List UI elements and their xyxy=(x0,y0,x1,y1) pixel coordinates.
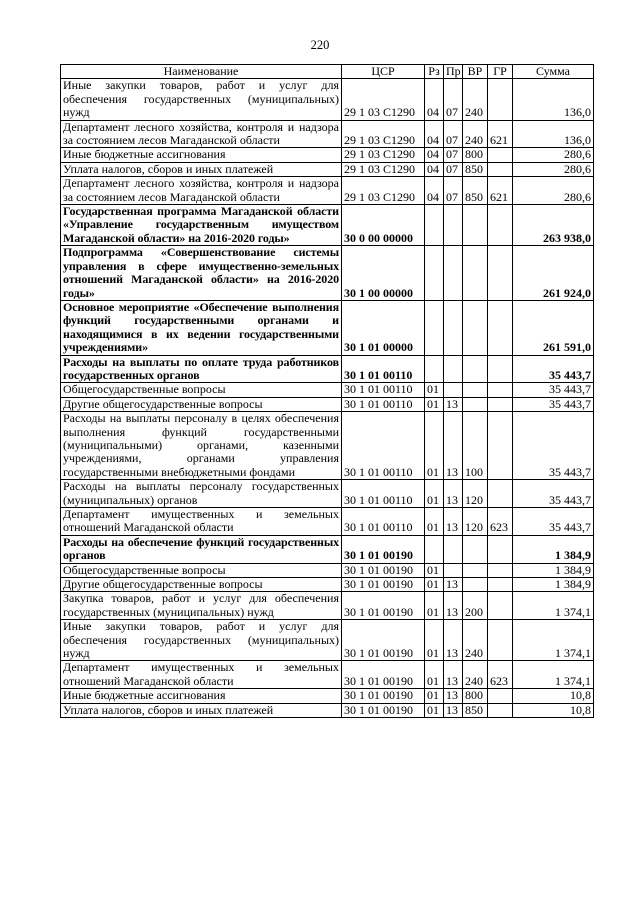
cell-vr: 800 xyxy=(463,689,488,703)
cell-name: Расходы на обеспечение функций государственных органов xyxy=(61,535,342,563)
cell-name: Расходы на выплаты персоналу государственных (муниципальных) органов xyxy=(61,480,342,508)
cell-sum: 261 924,0 xyxy=(513,246,594,301)
cell-csr: 30 1 01 00000 xyxy=(342,300,425,355)
cell-gr: 621 xyxy=(488,177,513,205)
cell-rz: 04 xyxy=(425,177,444,205)
cell-name: Государственная программа Магаданской области «Управление государственным имуществом Магаданской области» на 2016-2020 годы» xyxy=(61,205,342,246)
cell-csr: 30 1 01 00190 xyxy=(342,578,425,592)
cell-rz: 01 xyxy=(425,703,444,717)
cell-pr xyxy=(444,300,463,355)
cell-gr xyxy=(488,480,513,508)
cell-rz: 01 xyxy=(425,661,444,689)
cell-rz xyxy=(425,246,444,301)
cell-pr: 13 xyxy=(444,480,463,508)
cell-rz: 01 xyxy=(425,397,444,411)
cell-vr: 240 xyxy=(463,661,488,689)
cell-pr: 13 xyxy=(444,661,463,689)
cell-name: Департамент имущественных и земельных отношений Магаданской области xyxy=(61,661,342,689)
cell-name: Уплата налогов, сборов и иных платежей xyxy=(61,703,342,717)
cell-sum: 280,6 xyxy=(513,148,594,162)
cell-csr: 30 1 01 00190 xyxy=(342,592,425,620)
cell-gr xyxy=(488,578,513,592)
cell-csr: 30 1 01 00110 xyxy=(342,355,425,383)
cell-rz: 01 xyxy=(425,412,444,480)
table-row xyxy=(61,703,594,717)
cell-pr xyxy=(444,563,463,577)
cell-csr: 29 1 03 С1290 xyxy=(342,177,425,205)
header-gr: ГР xyxy=(488,65,513,79)
cell-gr xyxy=(488,397,513,411)
cell-vr: 120 xyxy=(463,480,488,508)
cell-gr xyxy=(488,563,513,577)
cell-pr xyxy=(444,383,463,397)
cell-pr: 13 xyxy=(444,508,463,536)
cell-pr: 07 xyxy=(444,177,463,205)
table-row xyxy=(61,355,594,383)
cell-csr: 30 1 01 00110 xyxy=(342,383,425,397)
cell-name: Иные бюджетные ассигнования xyxy=(61,148,342,162)
cell-gr xyxy=(488,689,513,703)
page-number: 220 xyxy=(310,38,330,52)
cell-pr: 07 xyxy=(444,120,463,148)
cell-gr xyxy=(488,620,513,661)
cell-gr xyxy=(488,79,513,120)
cell-csr: 29 1 03 С1290 xyxy=(342,162,425,176)
table-row xyxy=(61,246,594,301)
table-body xyxy=(61,79,594,718)
cell-csr: 30 1 01 00110 xyxy=(342,397,425,411)
cell-name: Расходы на выплаты персоналу в целях обеспечения выполнения функций государственными (муниципальными) органами, казенными учреждениями, органами управления государственными внебюджетными фондами xyxy=(61,412,342,480)
cell-rz: 01 xyxy=(425,578,444,592)
header-name: Наименование xyxy=(61,65,342,79)
table-row xyxy=(61,79,594,120)
cell-csr: 30 1 01 00190 xyxy=(342,689,425,703)
table-row xyxy=(61,563,594,577)
table-row xyxy=(61,661,594,689)
table-row xyxy=(61,397,594,411)
cell-pr: 13 xyxy=(444,578,463,592)
cell-csr: 30 0 00 00000 xyxy=(342,205,425,246)
cell-gr xyxy=(488,205,513,246)
header-csr: ЦСР xyxy=(342,65,425,79)
cell-vr: 850 xyxy=(463,703,488,717)
table-row xyxy=(61,120,594,148)
cell-pr: 13 xyxy=(444,397,463,411)
table-row xyxy=(61,383,594,397)
cell-vr xyxy=(463,205,488,246)
table-row xyxy=(61,535,594,563)
cell-vr xyxy=(463,535,488,563)
cell-sum: 1 384,9 xyxy=(513,578,594,592)
cell-vr: 240 xyxy=(463,620,488,661)
cell-sum: 35 443,7 xyxy=(513,508,594,536)
cell-pr: 07 xyxy=(444,148,463,162)
cell-name: Общегосударственные вопросы xyxy=(61,563,342,577)
table-row xyxy=(61,620,594,661)
cell-vr xyxy=(463,300,488,355)
table-header-row xyxy=(61,65,594,79)
table-row xyxy=(61,480,594,508)
cell-csr: 29 1 03 С1290 xyxy=(342,148,425,162)
cell-gr: 623 xyxy=(488,661,513,689)
cell-gr xyxy=(488,148,513,162)
cell-vr: 800 xyxy=(463,148,488,162)
cell-sum: 35 443,7 xyxy=(513,412,594,480)
cell-pr: 13 xyxy=(444,620,463,661)
cell-csr: 30 1 01 00110 xyxy=(342,508,425,536)
table-row xyxy=(61,162,594,176)
cell-vr: 850 xyxy=(463,162,488,176)
cell-sum: 35 443,7 xyxy=(513,355,594,383)
cell-csr: 30 1 01 00190 xyxy=(342,563,425,577)
cell-rz: 01 xyxy=(425,620,444,661)
cell-rz: 01 xyxy=(425,689,444,703)
cell-sum: 35 443,7 xyxy=(513,383,594,397)
cell-rz: 01 xyxy=(425,480,444,508)
cell-rz: 01 xyxy=(425,508,444,536)
cell-vr: 200 xyxy=(463,592,488,620)
header-vr: ВР xyxy=(463,65,488,79)
cell-gr xyxy=(488,162,513,176)
cell-rz: 04 xyxy=(425,79,444,120)
table-row xyxy=(61,205,594,246)
cell-sum: 10,8 xyxy=(513,689,594,703)
cell-vr: 850 xyxy=(463,177,488,205)
cell-sum: 136,0 xyxy=(513,120,594,148)
cell-vr: 240 xyxy=(463,120,488,148)
cell-gr xyxy=(488,355,513,383)
cell-vr: 100 xyxy=(463,412,488,480)
table-row xyxy=(61,177,594,205)
cell-name: Расходы на выплаты по оплате труда работников государственных органов xyxy=(61,355,342,383)
cell-vr: 120 xyxy=(463,508,488,536)
cell-pr: 13 xyxy=(444,412,463,480)
cell-rz: 01 xyxy=(425,563,444,577)
cell-pr xyxy=(444,535,463,563)
cell-name: Другие общегосударственные вопросы xyxy=(61,397,342,411)
cell-pr xyxy=(444,205,463,246)
cell-gr xyxy=(488,412,513,480)
table-row xyxy=(61,412,594,480)
budget-table xyxy=(60,64,594,718)
cell-vr xyxy=(463,246,488,301)
cell-sum: 1 374,1 xyxy=(513,592,594,620)
cell-gr xyxy=(488,383,513,397)
cell-csr: 29 1 03 С1290 xyxy=(342,79,425,120)
table-row xyxy=(61,148,594,162)
cell-rz xyxy=(425,205,444,246)
cell-csr: 30 1 00 00000 xyxy=(342,246,425,301)
cell-pr: 13 xyxy=(444,703,463,717)
cell-sum: 263 938,0 xyxy=(513,205,594,246)
header-rz: Рз xyxy=(425,65,444,79)
cell-gr xyxy=(488,535,513,563)
cell-pr xyxy=(444,246,463,301)
cell-csr: 29 1 03 С1290 xyxy=(342,120,425,148)
cell-gr: 623 xyxy=(488,508,513,536)
cell-rz: 01 xyxy=(425,592,444,620)
cell-gr xyxy=(488,703,513,717)
cell-vr xyxy=(463,397,488,411)
cell-csr: 30 1 01 00190 xyxy=(342,661,425,689)
cell-csr: 30 1 01 00190 xyxy=(342,703,425,717)
cell-vr xyxy=(463,563,488,577)
cell-name: Основное мероприятие «Обеспечение выполнения функций государственными органами и находящимися в их ведении государственными учреждениями» xyxy=(61,300,342,355)
cell-sum: 1 384,9 xyxy=(513,563,594,577)
cell-vr: 240 xyxy=(463,79,488,120)
header-sum: Сумма xyxy=(513,65,594,79)
cell-rz xyxy=(425,355,444,383)
cell-sum: 136,0 xyxy=(513,79,594,120)
cell-rz: 04 xyxy=(425,162,444,176)
cell-name: Иные бюджетные ассигнования xyxy=(61,689,342,703)
cell-name: Департамент лесного хозяйства, контроля и надзора за состоянием лесов Магаданской области xyxy=(61,177,342,205)
cell-name: Подпрограмма «Совершенствование системы управления в сфере имущественно-земельных отношений Магаданской области» на 2016-2020 годы» xyxy=(61,246,342,301)
cell-csr: 30 1 01 00110 xyxy=(342,412,425,480)
cell-csr: 30 1 01 00190 xyxy=(342,620,425,661)
cell-rz xyxy=(425,535,444,563)
table-row xyxy=(61,689,594,703)
cell-name: Иные закупки товаров, работ и услуг для обеспечения государственных (муниципальных) нужд xyxy=(61,79,342,120)
cell-pr: 07 xyxy=(444,79,463,120)
cell-gr xyxy=(488,300,513,355)
table-row xyxy=(61,578,594,592)
cell-gr: 621 xyxy=(488,120,513,148)
cell-rz xyxy=(425,300,444,355)
cell-pr: 13 xyxy=(444,592,463,620)
cell-csr: 30 1 01 00110 xyxy=(342,480,425,508)
cell-sum: 261 591,0 xyxy=(513,300,594,355)
cell-rz: 04 xyxy=(425,148,444,162)
cell-sum: 35 443,7 xyxy=(513,480,594,508)
cell-sum: 1 384,9 xyxy=(513,535,594,563)
cell-sum: 280,6 xyxy=(513,177,594,205)
cell-pr xyxy=(444,355,463,383)
cell-sum: 1 374,1 xyxy=(513,620,594,661)
table-row xyxy=(61,300,594,355)
cell-pr: 13 xyxy=(444,689,463,703)
cell-sum: 1 374,1 xyxy=(513,661,594,689)
header-pr: Пр xyxy=(444,65,463,79)
cell-csr: 30 1 01 00190 xyxy=(342,535,425,563)
table-row xyxy=(61,508,594,536)
cell-name: Департамент имущественных и земельных отношений Магаданской области xyxy=(61,508,342,536)
cell-name: Общегосударственные вопросы xyxy=(61,383,342,397)
cell-sum: 280,6 xyxy=(513,162,594,176)
cell-sum: 10,8 xyxy=(513,703,594,717)
cell-rz: 01 xyxy=(425,383,444,397)
cell-name: Уплата налогов, сборов и иных платежей xyxy=(61,162,342,176)
cell-name: Департамент лесного хозяйства, контроля и надзора за состоянием лесов Магаданской области xyxy=(61,120,342,148)
cell-name: Иные закупки товаров, работ и услуг для обеспечения государственных (муниципальных) нужд xyxy=(61,620,342,661)
cell-gr xyxy=(488,592,513,620)
cell-pr: 07 xyxy=(444,162,463,176)
cell-vr xyxy=(463,578,488,592)
cell-name: Другие общегосударственные вопросы xyxy=(61,578,342,592)
cell-rz: 04 xyxy=(425,120,444,148)
cell-name: Закупка товаров, работ и услуг для обеспечения государственных (муниципальных) нужд xyxy=(61,592,342,620)
cell-vr xyxy=(463,383,488,397)
cell-vr xyxy=(463,355,488,383)
cell-sum: 35 443,7 xyxy=(513,397,594,411)
table-row xyxy=(61,592,594,620)
cell-gr xyxy=(488,246,513,301)
